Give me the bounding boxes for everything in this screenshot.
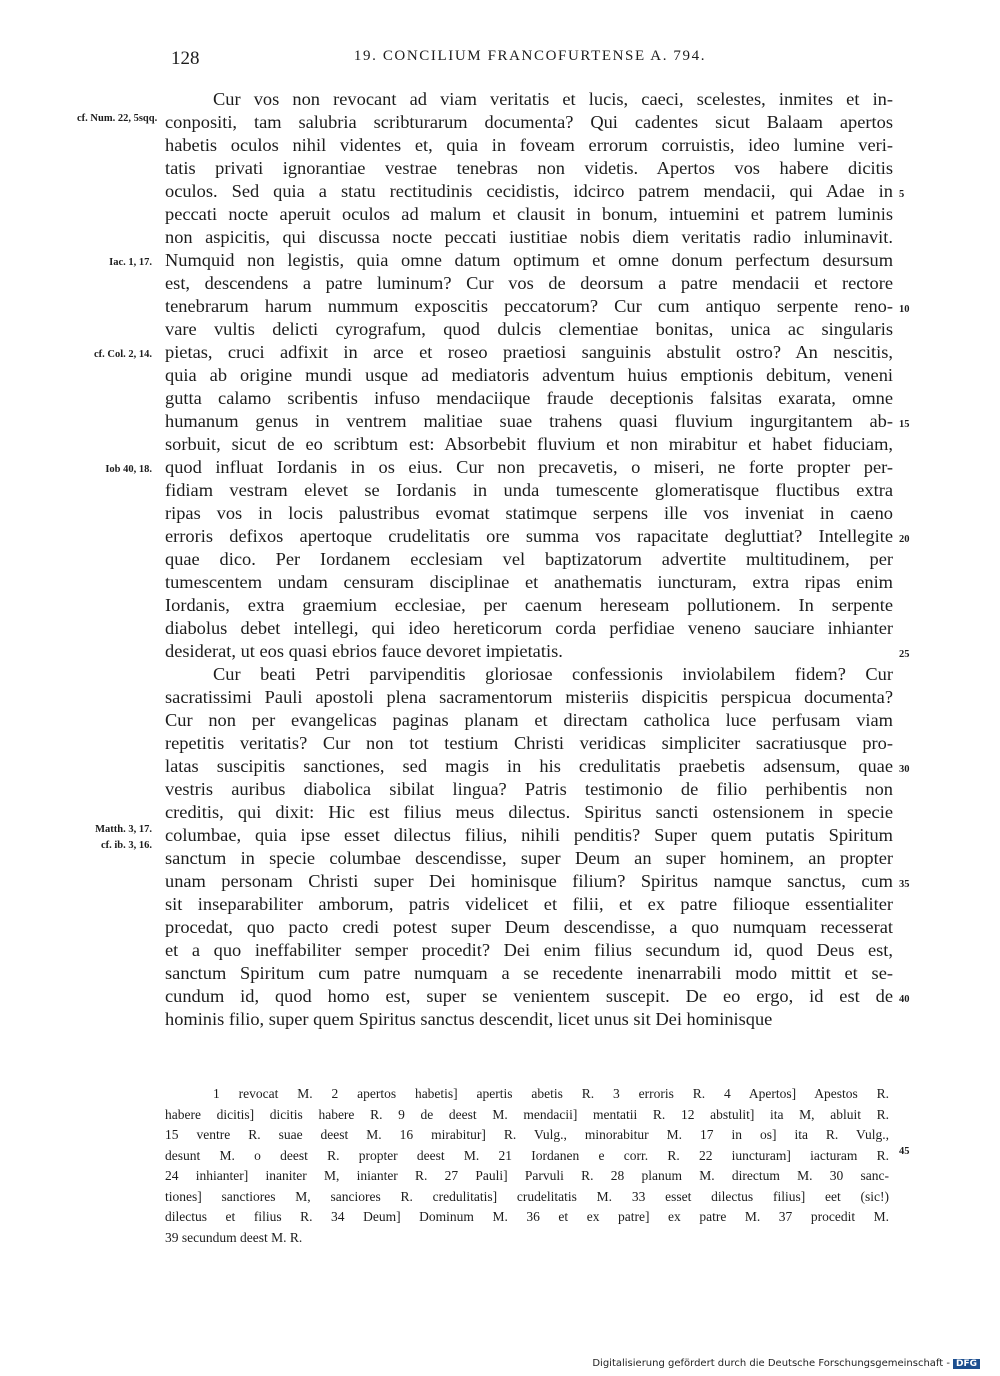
text-line: vare vultis delicti cyrografum, quod dulcis clementiae bonitas, unica ac singularis [165, 319, 893, 339]
text-line: creditis, qui dixit: Hic est filius meus dilectus. Spiritus sancti ostensionem in specie [165, 802, 893, 822]
line-number: 35 [899, 879, 910, 890]
text-line: sacratissimi Pauli apostoli plena sacramentorum misteriis dispicitis perspicua documenta? [165, 687, 893, 707]
text-line: cundum id, quod homo est, super se venientem suscepit. De eo ergo, id est de [165, 986, 893, 1006]
text-line: latas suscipitis sanctiones, sed magis in his credulitatis praebetis adsensum, quae [165, 756, 893, 776]
line-number: 20 [899, 534, 910, 545]
text-line: sanctum in specie columbae descendisse, super Deum an super hominem, an propter [165, 848, 893, 868]
line-number: 15 [899, 419, 910, 430]
text-line: vestris auribus diabolica sibilat lingua? Patris testimonio de filio perhibentis non [165, 779, 893, 799]
text-line: habetis oculos nihil videntes et, quia in foveam errorum corruistis, ideo lumine veri- [165, 135, 893, 155]
text-line: diabolus debet intellegi, qui ideo hereticorum corda perfidiae veneno sauciare inhianter [165, 618, 893, 638]
text-line: Cur vos non revocant ad viam veritatis et lucis, caeci, scelestes, inmites et in- [213, 89, 893, 109]
footnote-line: tiones] sanctiores M, sanciores R. credulitatis] crudelitatis M. 33 esset dilectus filius] eet (sic!) [165, 1188, 889, 1204]
text-line: humanum genus in ventrem malitiae suae trahens quasi fluvium ingurgitantem ab- [165, 411, 893, 431]
text-line: quae dico. Per Iordanem ecclesiam vel baptizatorum advertite multitudinem, per [165, 549, 893, 569]
text-line: conpositi, tam salubria scribturarum documenta? Qui cadentes sicut Balaam apertos [165, 112, 893, 132]
text-line: gutta calamo scribentis infuso mendaciique fraude deceptionis falsitas exarata, omne [165, 388, 893, 408]
marginal-reference: Iac. 1, 17. [109, 257, 152, 268]
text-line: ripas vos in locis palustribus evomat statimque serpens ille vos inveniat in caeno [165, 503, 893, 523]
marginal-reference: cf. ib. 3, 16. [100, 840, 152, 851]
text-line: pietas, cruci adfixit in arce et roseo praetiosi sanguinis abstulit ostro? An nescitis, [165, 342, 893, 362]
text-line: erroris defixos apertoque crudelitatis ore summa vos rapacitate degluttiat? Intellegite [165, 526, 893, 546]
text-line: et a quo ineffabiliter semper procedit? Dei enim filius secundum id, quod Deus est, [165, 940, 893, 960]
marginal-reference: Iob 40, 18. [105, 464, 152, 475]
running-head: 19. CONCILIUM FRANCOFURTENSE A. 794. [353, 48, 707, 64]
text-line: est, descendens a patre luminum? Cur vos de deorsum a patre mendacii et rectore [165, 273, 893, 293]
page-number: 128 [171, 48, 200, 69]
marginal-reference: cf. Num. 22, 5sqq. [77, 113, 158, 124]
text-line: hominis filio, super quem Spiritus sanctus descendit, licet unus sit Dei hominisque [165, 1009, 773, 1029]
line-number: 5 [899, 189, 905, 200]
text-line: desiderat, ut eos quasi ebrios fauce devoret impietatis. [165, 641, 563, 661]
dfg-logo: DFG [953, 1359, 980, 1369]
digitization-credit [592, 1358, 980, 1369]
marginal-reference: Matth. 3, 17. [95, 824, 152, 835]
text-line: sorbuit, sicut de eo scribtum est: Absorbebit fluvium et non mirabitur et habet fiduciam, [165, 434, 893, 454]
text-line: columbae, quia ipse esset dilectus filius, nihili penditis? Super quem putatis Spiritum [165, 825, 893, 845]
line-number: 40 [899, 994, 910, 1005]
footnote-line: 15 ventre R. suae deest M. 16 mirabitur] R. Vulg., minorabitur M. 17 in os] ita R. Vulg., [165, 1127, 889, 1142]
text-line: procedat, quo pacto credi potest super Deum descendisse, a quo numquam recesserat [165, 917, 893, 937]
text-line: tenebrarum harum nummum exposcitis peccatorum? Cur cum antiquo serpente reno- [165, 296, 893, 316]
text-line: quod influat Iordanis in os eius. Cur non precavetis, o miseri, ne forte propter per- [165, 457, 893, 477]
text-line: Iordanis, extra graemium ecclesiae, per caenum hereseam pollutionem. In serpente [165, 595, 893, 615]
text-line: tumescentem undam censuram disciplinae et anathematis iuncturam, extra ripas enim [165, 572, 893, 592]
footnote-line: habere dicitis] dicitis habere R. 9 de deest M. mendacii] mentatii R. 12 abstulit] ita M, abluit R. [165, 1106, 889, 1122]
marginal-reference: cf. Col. 2, 14. [93, 349, 152, 360]
text-line: Cur non per evangelicas paginas planam et directam catholica luce perfusam viam [165, 710, 893, 730]
text-line: quia ab origine mundi usque ad mediatoris adventum huius emptionis debitum, veneni [165, 365, 893, 385]
line-number: 25 [899, 649, 910, 660]
line-number: 10 [899, 304, 910, 315]
text-line: tatis privati ignorantiae vestrae tenebras non videtis. Apertos vos habere dicitis [165, 158, 893, 178]
footnote-line: dilectus et filius R. 34 Deum] Dominum M. 36 et ex patre] ex patre M. 37 procedit M. [165, 1209, 889, 1224]
text-line: fidiam vestram elevet se Iordanis in unda tumescente glomeratisque fluctibus extra [165, 480, 893, 500]
footnote-line: 39 secundum deest M. R. [165, 1229, 303, 1245]
footnote-line: 24 inhianter] inaniter M, inianter R. 27 Pauli] Parvuli R. 28 planum M. directum M. 30 sanc- [165, 1168, 889, 1183]
footnote-line: 1 revocat M. 2 apertos habetis] apertis abetis R. 3 erroris R. 4 Apertos] Apestos R. [213, 1086, 889, 1101]
text-line: non aspicitis, qui discussa nocte peccati iustitiae nobis diem veritatis radio inluminavit. [165, 227, 893, 247]
text-line: Cur beati Petri parvipenditis gloriosae confessionis inviolabilem fidem? Cur [213, 664, 893, 684]
text-line: Numquid non legistis, quia omne datum optimum et omne donum perfectum desursum [165, 250, 893, 270]
line-number: 30 [899, 764, 910, 775]
credit-text: Digitalisierung gefördert durch die Deutsche Forschungsgemeinschaft - [592, 1358, 950, 1369]
text-line: sit inseparabiliter amborum, patris videlicet et filii, et ex patre filioque essentialiter [165, 894, 893, 914]
line-number: 45 [899, 1146, 910, 1157]
text-line: sanctum Spiritum cum patre numquam a se recedente inenarrabili modo mittit et se- [165, 963, 893, 983]
text-line: repetitis veritatis? Cur non tot testium Christi veridicas simpliciter sacratiusque pro- [165, 733, 893, 753]
text-line: unam personam Christi super Dei hominisque filium? Spiritus namque sanctus, cum [165, 871, 893, 891]
text-line: oculos. Sed quia a statu rectitudinis cecidistis, idcirco patrem mendacii, qui Adae in [165, 181, 893, 201]
text-line: peccati nocte aperuit oculos ad malum et clausit in bonum, intuemini et patrem luminis [165, 204, 893, 224]
footnote-line: desunt M. o deest R. propter deest M. 21 Iordanen e corr. R. 22 iuncturam] iacturam R. [165, 1147, 889, 1163]
